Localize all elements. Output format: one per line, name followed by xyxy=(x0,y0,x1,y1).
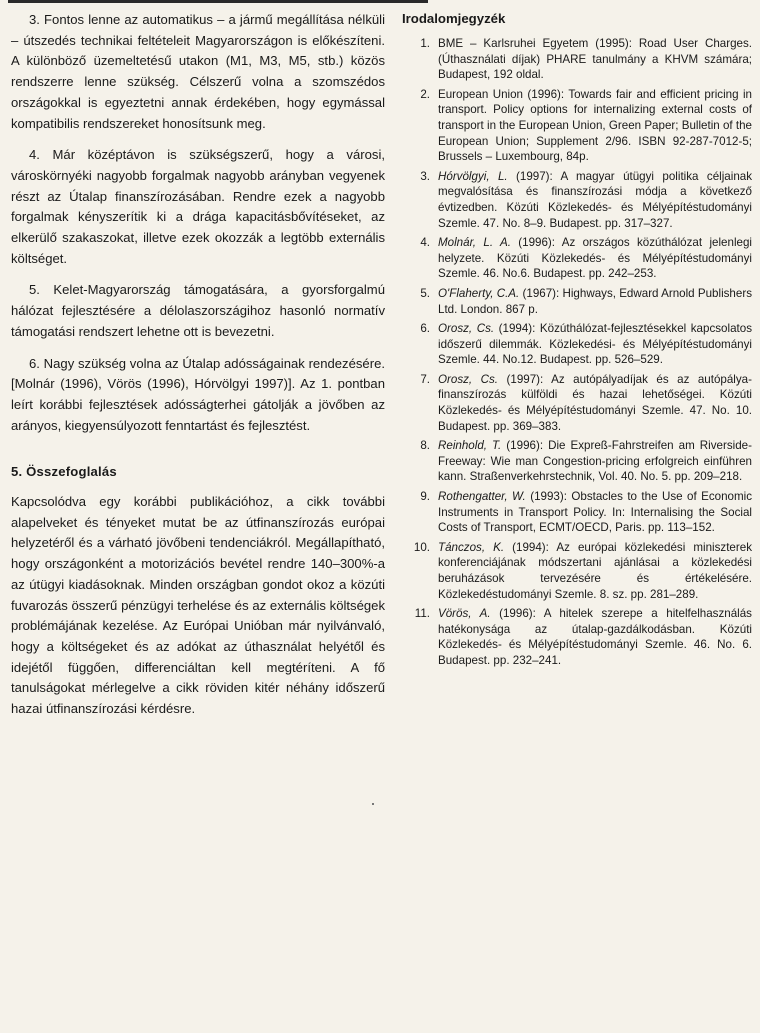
reference-body: (1996): A hitelek szerepe a hitelfelhasználás hatékonysága az útalap-gazdálkodásban. Közúti Közlekedés- és Mélyépítéstudományi Szemle. 46. No. 6. Budapest. pp. 232–241. xyxy=(438,607,752,667)
section-title: 5. Összefoglalás xyxy=(11,464,117,480)
reference-number: 7. xyxy=(420,372,430,386)
references-column xyxy=(402,10,752,673)
reference-item xyxy=(402,87,752,165)
reference-body: European Union (1996): Towards fair and efficient pricing in transport. Policy options for internalizing external costs of transport in the European Union, Green Paper; Bulletin of the European Union; Supplement 2/96. ISBN 92-287-7012-5; Brussels – Luxembourg, 84p. xyxy=(438,87,752,164)
reference-body: (1996): Die Expreß-Fahrstreifen am Riverside-Freeway: Wie man Congestion-pricing erfolgreich einführen kann. Straßenverkehrstechnik, Vol. 40. No. 5. pp. 209–218. xyxy=(438,439,752,484)
reference-list xyxy=(402,36,752,669)
reference-number: 6. xyxy=(420,322,430,336)
top-rule xyxy=(8,0,428,3)
reference-number: 9. xyxy=(420,490,430,504)
reference-text xyxy=(438,286,752,317)
reference-body: (1967): Highways, Edward Arnold Publishers Ltd. London. 867 p. xyxy=(438,286,752,316)
reference-text xyxy=(438,235,752,282)
reference-item xyxy=(402,321,752,368)
reference-text xyxy=(438,540,752,602)
reference-author: Molnár, L. A. xyxy=(438,236,511,250)
reference-author: Vörös, A. xyxy=(438,607,491,621)
reference-item xyxy=(402,235,752,282)
reference-body: (1997): A magyar útügyi politika céljainak megvalósítása és finanszírozási módja a következő évtizedben. Közúti Közlekedés- és Mélyépítéstudományi Szemle. 47. No. 8–9. Budapest. pp. 317–327. xyxy=(438,169,753,230)
reference-number: 1. xyxy=(420,37,430,50)
reference-item xyxy=(402,540,752,602)
reference-text xyxy=(438,372,752,434)
reference-number: 10. xyxy=(413,540,430,554)
reference-item xyxy=(402,606,752,668)
speck xyxy=(372,803,374,805)
summary-paragraph: Kapcsolódva egy korábbi publikációhoz, a cikk további alapelveket és tényeket mutat be az útfinanszírozás európai helyzetéről és a várható jövőbeni tendenciákról. Megállapítható, hogy országonként a motorizációs bevétel rendre 140–300%-a az útügyi kiadásoknak. Minden országban gondot okoz a közúti fuvarozás összerű pénzügyi terhelése és az externális költségek problémájának kezelése. Az Európai Unióban már nyilvánvaló, hogy a költségeket és az adókat az úthasználat helyétől és idejétől függően, differenciáltan kell megtéríteni. A fő tanulságokat mérlegelve a cikk röviden kitér néhány időszerű hazai útfinanszírozási kérdésre. xyxy=(11,494,385,717)
reference-author: Orosz, Cs. xyxy=(438,372,499,386)
reference-number: 4. xyxy=(420,236,430,250)
reference-body: (1994): Az európai közlekedési miniszterek konferenciájának módszertani ajánlásai a közlekedési beruházások tervezésére és értékelésére. Közlekedéstudományi Szemle. 8. sz. pp. 281–289. xyxy=(438,540,752,601)
paragraph-3: 3. Fontos lenne az automatikus – a jármű megállítása nélküli – útszedés technikai feltételeit Magyarországon is előkészíteni. A különböző üzemeltetésű utakon (M1, M3, M5, stb.) közös rendszerre lenne szükség. Célszerű volna a szomszédos országokkal is egyeztetni annak érdekében, hogy egymással kompatibilis rendszereket honosítsunk meg. xyxy=(11,12,385,131)
paragraph-6: 6. Nagy szükség volna az Útalap adósságainak rendezésére. [Molnár (1996), Vörös (1996), Hórvölgyi 1997)]. Az 1. pontban leírt korábbi fejlesztések adósságterhei gátolják a jövőben az arányos, kiegyensúlyozott fenntartást és fejlesztést. xyxy=(11,355,385,433)
reference-text xyxy=(438,321,752,368)
paragraph-4: 4. Már középtávon is szükségszerű, hogy a városi, városkörnyéki nagyobb forgalmak nagyobb arányban vegyenek részt az Útalap finanszírozásában. Rendre ezek a nagyobb forgalmak kényszerítik ki a drága kapacitásbővítéseket, az elkerülő szakaszokat, illetve ezek okozzák a legtöbb externális költséget. xyxy=(11,147,385,266)
reference-item xyxy=(402,438,752,485)
reference-text xyxy=(438,169,752,231)
reference-text xyxy=(438,438,752,485)
reference-number: 2. xyxy=(420,87,430,101)
reference-number: 11. xyxy=(414,607,430,621)
reference-item xyxy=(402,36,752,83)
reference-number: 5. xyxy=(420,286,430,300)
paragraph-5: 5. Kelet-Magyarország támogatására, a gyorsforgalmú hálózat fejlesztésére a délolaszországihoz hasonló normatív támogatási rendszert lehetne ott is bevezetni. xyxy=(11,282,385,339)
reference-text xyxy=(438,606,752,668)
reference-author: Reinhold, T. xyxy=(438,439,502,453)
reference-number: 3. xyxy=(420,169,430,183)
reference-body: (1993): Obstacles to the Use of Economic Instruments in Transport Policy. In: Internalising the Social Costs of Transport, ECMT/OECD, Paris. pp. 113–152. xyxy=(438,490,752,535)
reference-author: Orosz, Cs. xyxy=(438,322,495,336)
reference-author: Hórvölgyi, L. xyxy=(438,169,508,183)
reference-author: Rothengatter, W. xyxy=(438,490,526,504)
reference-text xyxy=(438,87,752,165)
reference-text xyxy=(438,489,752,536)
reference-item xyxy=(402,372,752,434)
reference-text xyxy=(438,36,752,83)
reference-author: O'Flaherty, C.A. xyxy=(438,286,520,300)
reference-number: 8. xyxy=(420,439,430,453)
reference-item xyxy=(402,169,752,231)
reference-item xyxy=(402,489,752,536)
left-column xyxy=(11,10,385,731)
reference-body: (1997): Az autópályadíjak és az autópálya-finanszírozás külföldi és hazai lehetőségei. Közúti Közlekedés- és Mélyépítéstudományi Szemle. 47. No. 10. Budapest. pp. 369–383. xyxy=(438,372,752,433)
reference-item xyxy=(402,286,752,317)
reference-body: (1994): Közúthálózat-fejlesztésekkel kapcsolatos időszerű dilemmák. Közlekedési- és Mélyépítéstudományi Szemle. 44. No.12. Budapest. pp. 526–529. xyxy=(438,322,752,367)
references-title: Irodalomjegyzék xyxy=(402,11,506,26)
reference-body: (1996): Az országos közúthálózat jelenlegi helyzete. Közúti Közlekedés- és Mélyépítéstudományi Szemle. 46. No.6. Budapest. pp. 242–253. xyxy=(438,236,752,281)
reference-body: BME – Karlsruhei Egyetem (1995): Road User Charges. (Úthasználati díjak) PHARE tanulmány a KHVM számára; Budapest, 192 oldal. xyxy=(438,37,752,82)
reference-author: Tánczos, K. xyxy=(438,540,505,554)
